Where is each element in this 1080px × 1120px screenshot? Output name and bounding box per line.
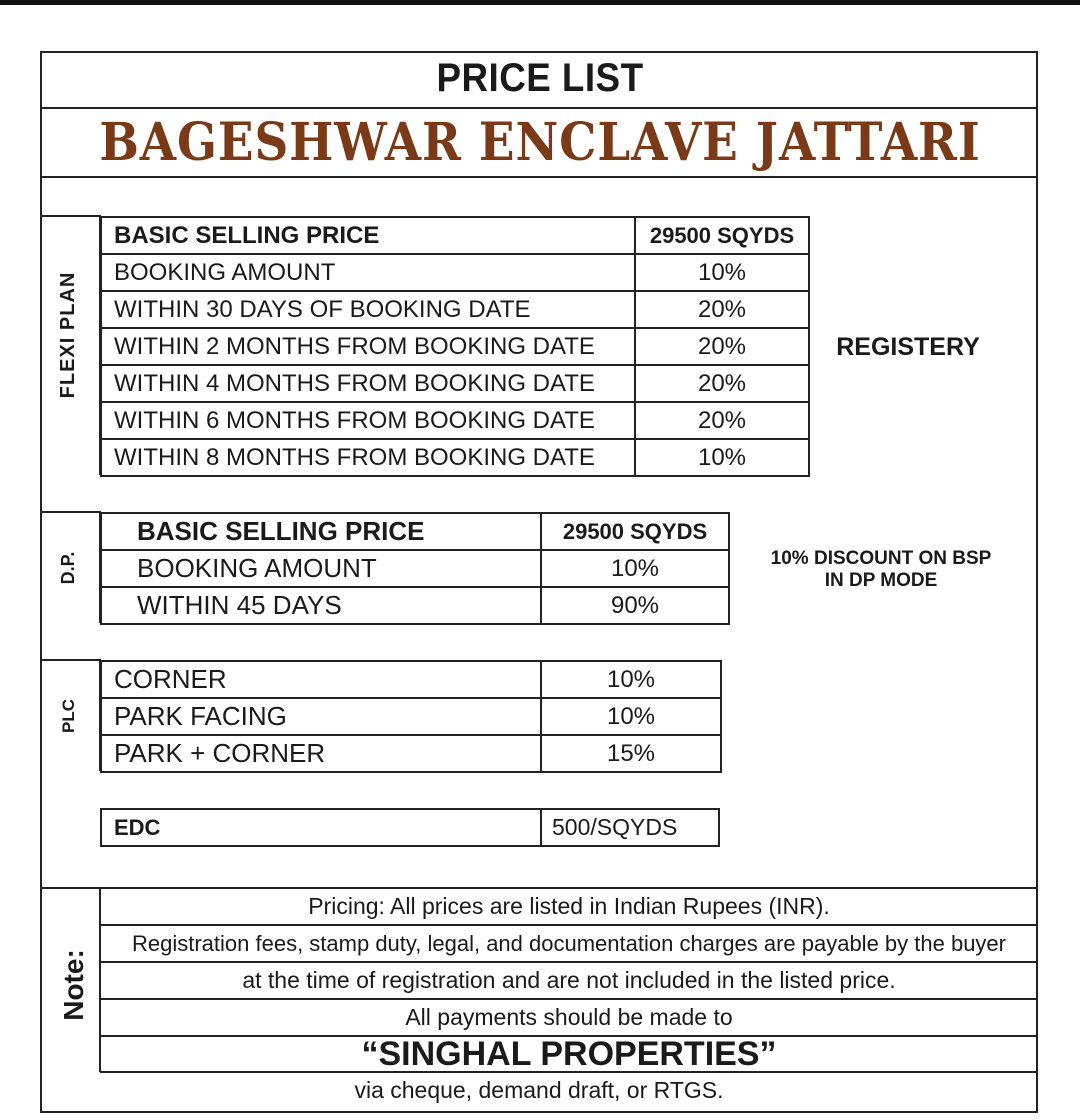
flexi-item: BOOKING AMOUNT xyxy=(101,254,635,291)
flexi-plan-table xyxy=(100,216,810,477)
divider xyxy=(40,176,1038,178)
plc-item: PARK FACING xyxy=(101,698,541,735)
top-edge-bar xyxy=(0,0,1080,5)
table-row xyxy=(101,291,809,328)
dp-item: BASIC SELLING PRICE xyxy=(101,513,541,550)
plc-value: 10% xyxy=(541,698,721,735)
flexi-value: 20% xyxy=(635,402,809,439)
payee-name: “SINGHAL PROPERTIES” xyxy=(100,1037,1038,1073)
flexi-item: WITHIN 4 MONTHS FROM BOOKING DATE xyxy=(101,365,635,402)
edc-table xyxy=(100,808,720,847)
flexi-value: 29500 SQYDS xyxy=(635,217,809,254)
table-row xyxy=(101,587,729,624)
table-row xyxy=(101,217,809,254)
plc-table xyxy=(100,660,722,773)
divider xyxy=(40,107,1038,109)
table-row xyxy=(101,661,721,698)
project-name: BAGESHWAR ENCLAVE JATTARI xyxy=(99,112,981,173)
flexi-value: 10% xyxy=(635,439,809,476)
flexi-item: WITHIN 6 MONTHS FROM BOOKING DATE xyxy=(101,402,635,439)
flexi-value: 10% xyxy=(635,254,809,291)
plc-item: PARK + CORNER xyxy=(101,735,541,772)
edc-value: 500/SQYDS xyxy=(541,809,719,846)
table-row xyxy=(101,735,721,772)
note-line: at the time of registration and are not included in the listed price. xyxy=(100,963,1038,1000)
table-row xyxy=(101,365,809,402)
dp-discount-line: 10% DISCOUNT ON BSP xyxy=(770,548,992,569)
note-line: Pricing: All prices are listed in Indian Rupees (INR). xyxy=(100,889,1038,926)
table-row xyxy=(101,328,809,365)
table-row xyxy=(101,698,721,735)
note-line: Registration fees, stamp duty, legal, and documentation charges are payable by the buyer xyxy=(100,926,1038,963)
note-label: Note: xyxy=(58,949,89,1021)
section-divider xyxy=(40,511,100,513)
section-divider xyxy=(40,659,100,661)
table-row xyxy=(101,550,729,587)
table-row xyxy=(101,402,809,439)
dp-discount-note xyxy=(740,548,1022,592)
dp-value: 10% xyxy=(541,550,729,587)
table-row xyxy=(101,809,719,846)
dp-value: 90% xyxy=(541,587,729,624)
plc-value: 15% xyxy=(541,735,721,772)
table-row xyxy=(101,254,809,291)
edc-item: EDC xyxy=(101,809,541,846)
plc-value: 10% xyxy=(541,661,721,698)
flexi-plan-label: FLEXI PLAN xyxy=(57,271,79,399)
dp-plan-label: D.P. xyxy=(58,551,78,585)
flexi-value: 20% xyxy=(635,365,809,402)
flexi-item: WITHIN 30 DAYS OF BOOKING DATE xyxy=(101,291,635,328)
dp-plan-table xyxy=(100,512,730,625)
dp-value: 29500 SQYDS xyxy=(541,513,729,550)
flexi-item: WITHIN 8 MONTHS FROM BOOKING DATE xyxy=(101,439,635,476)
flexi-item: WITHIN 2 MONTHS FROM BOOKING DATE xyxy=(101,328,635,365)
flexi-value: 20% xyxy=(635,291,809,328)
dp-discount-line: IN DP MODE xyxy=(824,570,938,591)
note-line: via cheque, demand draft, or RTGS. xyxy=(354,1077,724,1103)
table-row xyxy=(101,439,809,476)
note-line: All payments should be made to xyxy=(100,1000,1038,1037)
page-title: PRICE LIST xyxy=(436,56,644,100)
table-row xyxy=(101,513,729,550)
dp-item: BOOKING AMOUNT xyxy=(101,550,541,587)
plc-label: PLC xyxy=(59,699,78,733)
plc-item: CORNER xyxy=(101,661,541,698)
registry-note: REGISTERY xyxy=(836,333,980,361)
flexi-value: 20% xyxy=(635,328,809,365)
flexi-item: BASIC SELLING PRICE xyxy=(101,217,635,254)
section-divider xyxy=(40,215,100,217)
dp-item: WITHIN 45 DAYS xyxy=(101,587,541,624)
